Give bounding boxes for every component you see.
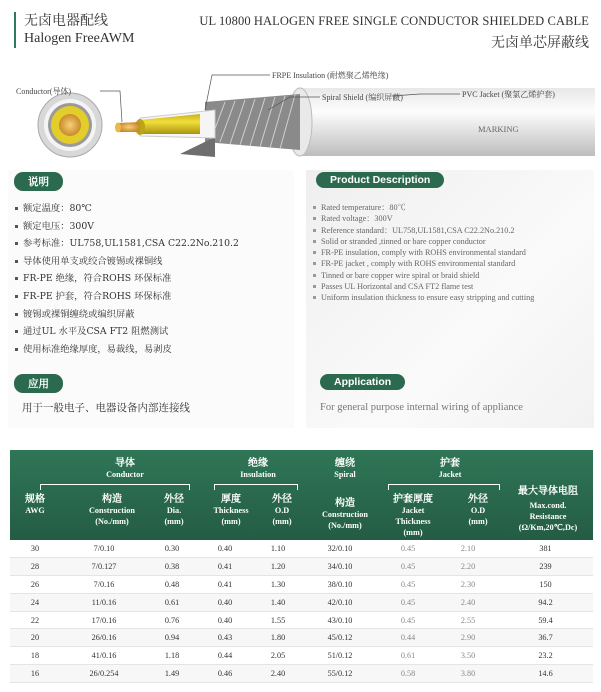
table-cell: 0.45 xyxy=(378,593,438,611)
table-cell: 0.61 xyxy=(148,593,196,611)
table-cell: 2.40 xyxy=(438,593,498,611)
conductor-icon xyxy=(115,122,140,133)
table-cell: 0.46 xyxy=(196,665,254,683)
spec-table xyxy=(10,450,593,683)
table-row xyxy=(10,593,593,611)
spec-item: Solid or stranded ,tinned or bare copper conductor xyxy=(312,236,582,247)
spec-item: FR-PE 护套，符合ROHS 环保标准 xyxy=(14,288,239,306)
table-cell: 11/0.16 xyxy=(60,593,148,611)
table-cell: 0.40 xyxy=(196,611,254,629)
table-cell: 3.80 xyxy=(438,665,498,683)
col-resistance: 最大导体电阻 Max.cond. Resistance (Ω/Km,20℃,Dc) xyxy=(518,486,578,532)
spec-item: FR-PE jacket , comply with ROHS environmental standard xyxy=(312,258,582,269)
spec-item: 参考标准：UL758,UL1581,CSA C22.2No.210.2 xyxy=(14,235,239,253)
table-cell: 38/0.10 xyxy=(302,576,378,594)
table-cell: 1.20 xyxy=(254,558,302,576)
table-cell: 239 xyxy=(498,558,593,576)
table-cell: 26/0.16 xyxy=(60,629,148,647)
col-awg: 规格 AWG xyxy=(25,494,45,515)
table-cell: 34/0.10 xyxy=(302,558,378,576)
conductor-label: Conductor(导体) xyxy=(16,87,72,96)
table-cell: 1.40 xyxy=(254,593,302,611)
col-thickness: 厚度 Thickness (mm) xyxy=(213,494,249,526)
table-cell: 36.7 xyxy=(498,629,593,647)
group-spiral: 缠绕 Spiral xyxy=(334,458,356,479)
table-cell: 0.58 xyxy=(378,665,438,683)
table-cell: 59.4 xyxy=(498,611,593,629)
table-cell: 2.40 xyxy=(254,665,302,683)
cable-illustration xyxy=(0,62,601,162)
description-en-list xyxy=(312,202,582,304)
table-cell: 1.80 xyxy=(254,629,302,647)
col-jacket-od: 外径 O.D (mm) xyxy=(468,494,488,526)
table-row xyxy=(10,558,593,576)
shield-label: Spiral Shield (编织屏蔽) xyxy=(322,93,403,102)
col-jacket-thickness: 护套厚度 Jacket Thickness (mm) xyxy=(393,494,433,537)
table-cell: 16 xyxy=(10,665,60,683)
table-cell: 94.2 xyxy=(498,593,593,611)
description-cn-panel xyxy=(8,170,294,428)
table-cell: 0.61 xyxy=(378,647,438,665)
description-en-title: Product Description xyxy=(316,172,444,188)
application-cn-text: 用于一般电子、电器设备内部连接线 xyxy=(22,402,190,414)
header-right xyxy=(199,14,589,52)
spec-item: Rated voltage：300V xyxy=(312,213,582,224)
table-cell: 1.30 xyxy=(254,576,302,594)
table-cell: 0.45 xyxy=(378,611,438,629)
insulation-label: FRPE Insulation (耐燃聚乙烯绝缘) xyxy=(272,71,389,80)
description-cn-title: 说明 xyxy=(14,172,63,191)
table-cell: 0.40 xyxy=(196,540,254,558)
table-cell: 0.45 xyxy=(378,558,438,576)
table-cell: 23.2 xyxy=(498,647,593,665)
table-cell: 1.49 xyxy=(148,665,196,683)
spec-item: 额定温度：80℃ xyxy=(14,200,239,218)
spec-item: Reference standard：UL758,UL1581,CSA C22.2No.210.2 xyxy=(312,225,582,236)
table-cell: 22 xyxy=(10,611,60,629)
spec-item: 通过UL 水平及CSA FT2 阻燃测试 xyxy=(14,323,239,341)
product-category-en: Halogen FreeAWM xyxy=(24,31,135,46)
table-cell: 1.55 xyxy=(254,611,302,629)
description-cn-list xyxy=(14,200,239,358)
product-title-en: UL 10800 HALOGEN FREE SINGLE CONDUCTOR SHIELDED CABLE xyxy=(199,14,589,28)
table-cell: 42/0.10 xyxy=(302,593,378,611)
table-cell: 381 xyxy=(498,540,593,558)
table-cell: 32/0.10 xyxy=(302,540,378,558)
application-en-text: For general purpose internal wiring of appliance xyxy=(320,402,523,413)
bracket-insulation xyxy=(214,484,298,490)
table-row xyxy=(10,665,593,683)
table-cell: 0.30 xyxy=(148,540,196,558)
application-en-title: Application xyxy=(320,374,405,390)
col-construction: 构造 Construction (No./mm) xyxy=(89,494,135,526)
table-cell: 0.45 xyxy=(378,540,438,558)
bracket-jacket xyxy=(388,484,500,490)
col-spiral-construction: 构造 Construction (No./mm) xyxy=(322,498,368,530)
table-cell: 30 xyxy=(10,540,60,558)
table-cell: 43/0.10 xyxy=(302,611,378,629)
table-cell: 51/0.12 xyxy=(302,647,378,665)
table-row xyxy=(10,647,593,665)
table-cell: 20 xyxy=(10,629,60,647)
table-cell: 0.44 xyxy=(196,647,254,665)
col-insulation-od: 外径 O.D (mm) xyxy=(272,494,292,526)
group-conductor: 导体 Conductor xyxy=(106,458,144,479)
table-cell: 0.48 xyxy=(148,576,196,594)
spec-item: FR-PE insulation, comply with ROHS environmental standard xyxy=(312,247,582,258)
table-cell: 7/0.10 xyxy=(60,540,148,558)
jacket-label: PVC Jacket (聚氯乙烯护套) xyxy=(462,90,555,99)
description-en-panel xyxy=(306,170,594,428)
table-cell: 1.18 xyxy=(148,647,196,665)
spec-item: Tinned or bare copper wire spiral or braid shield xyxy=(312,270,582,281)
table-cell: 55/0.12 xyxy=(302,665,378,683)
cross-section-icon xyxy=(38,93,102,157)
application-cn-title: 应用 xyxy=(14,374,63,393)
table-cell: 14.6 xyxy=(498,665,593,683)
spec-item: 导体使用单支或绞合镀锡或裸铜线 xyxy=(14,253,239,271)
spec-item: FR-PE 绝缘，符合ROHS 环保标准 xyxy=(14,270,239,288)
table-cell: 41/0.16 xyxy=(60,647,148,665)
table-cell: 2.90 xyxy=(438,629,498,647)
bracket-conductor xyxy=(40,484,190,490)
table-cell: 0.40 xyxy=(196,593,254,611)
table-cell: 7/0.127 xyxy=(60,558,148,576)
insulation-layer xyxy=(135,110,215,138)
table-cell: 18 xyxy=(10,647,60,665)
marking-text: MARKING xyxy=(478,124,519,134)
table-cell: 0.41 xyxy=(196,558,254,576)
table-cell: 45/0.12 xyxy=(302,629,378,647)
table-row xyxy=(10,540,593,558)
group-jacket: 护套 Jacket xyxy=(438,458,462,479)
col-dia: 外径 Dia. (mm) xyxy=(164,494,184,526)
table-cell: 2.20 xyxy=(438,558,498,576)
table-row xyxy=(10,576,593,594)
table-cell: 17/0.16 xyxy=(60,611,148,629)
spec-table-body xyxy=(10,540,593,683)
product-title-cn: 无卤单芯屏蔽线 xyxy=(491,35,589,51)
table-cell: 150 xyxy=(498,576,593,594)
spec-item: 镀锡或裸铜缠绕或编织屏蔽 xyxy=(14,306,239,324)
table-cell: 2.55 xyxy=(438,611,498,629)
table-cell: 26/0.254 xyxy=(60,665,148,683)
table-cell: 0.76 xyxy=(148,611,196,629)
spec-item: Passes UL Horizontal and CSA FT2 flame test xyxy=(312,281,582,292)
table-cell: 0.94 xyxy=(148,629,196,647)
table-row xyxy=(10,611,593,629)
spec-item: Rated temperature：80℃ xyxy=(312,202,582,213)
table-cell: 0.45 xyxy=(378,576,438,594)
spec-table-header xyxy=(10,450,593,540)
table-cell: 0.41 xyxy=(196,576,254,594)
product-category-cn: 无卤电器配线 xyxy=(24,13,108,29)
table-cell: 0.38 xyxy=(148,558,196,576)
table-cell: 0.44 xyxy=(378,629,438,647)
table-cell: 3.50 xyxy=(438,647,498,665)
spec-item: 使用标准绝缘厚度，易裁线，易剥皮 xyxy=(14,341,239,359)
table-cell: 2.30 xyxy=(438,576,498,594)
table-cell: 24 xyxy=(10,593,60,611)
table-cell: 1.10 xyxy=(254,540,302,558)
header-left xyxy=(14,12,134,48)
spec-item: Uniform insulation thickness to ensure easy stripping and cutting xyxy=(312,292,582,303)
table-cell: 26 xyxy=(10,576,60,594)
table-row xyxy=(10,629,593,647)
table-cell: 2.10 xyxy=(438,540,498,558)
table-cell: 7/0.16 xyxy=(60,576,148,594)
table-cell: 0.43 xyxy=(196,629,254,647)
table-cell: 28 xyxy=(10,558,60,576)
table-cell: 2.05 xyxy=(254,647,302,665)
spec-item: 额定电压：300V xyxy=(14,218,239,236)
group-insulation: 绝缘 Insulation xyxy=(240,458,276,479)
